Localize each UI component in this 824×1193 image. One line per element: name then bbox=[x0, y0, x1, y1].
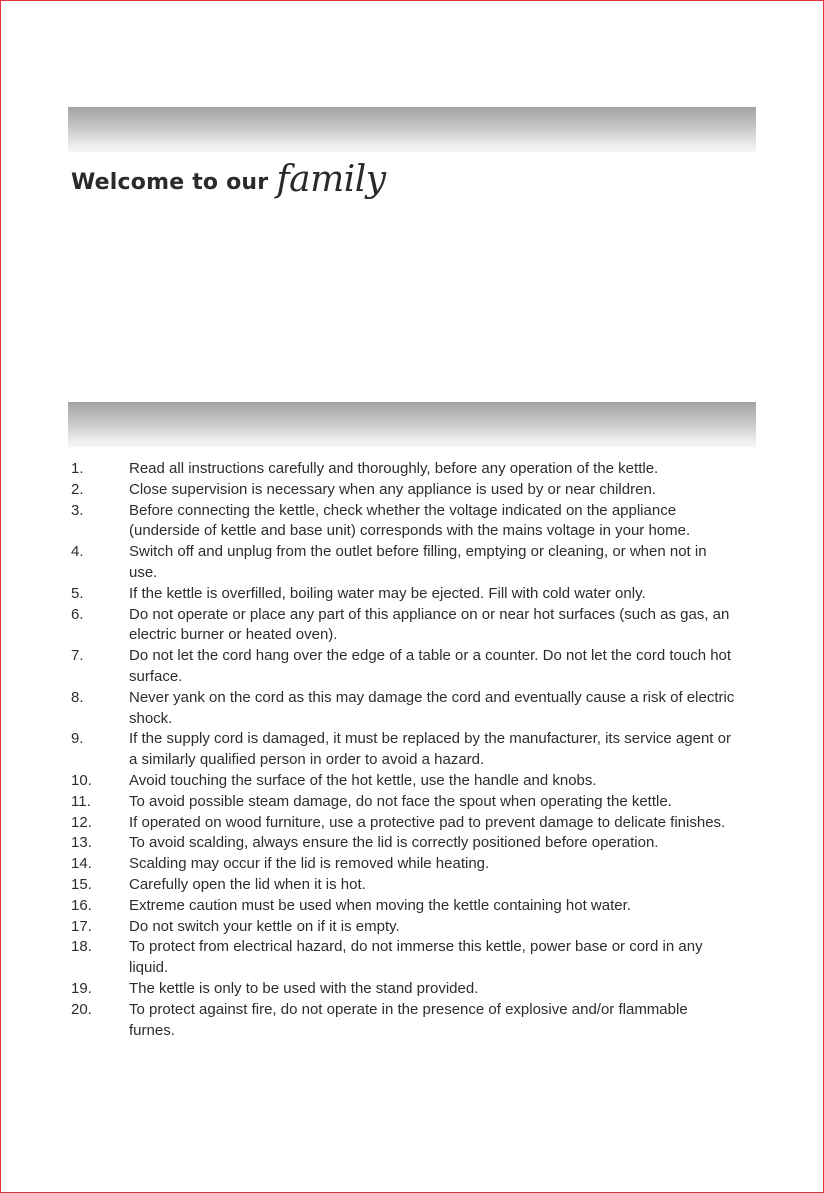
instruction-item bbox=[71, 813, 736, 834]
instruction-number: 15. bbox=[71, 875, 92, 893]
instruction-text: To avoid possible steam damage, do not face the spout when operating the kettle. bbox=[129, 792, 672, 810]
instruction-text: To avoid scalding, always ensure the lid is correctly positioned before operation. bbox=[129, 834, 659, 852]
instruction-item bbox=[71, 584, 736, 605]
instruction-text: Avoid touching the surface of the hot kettle, use the handle and knobs. bbox=[129, 771, 597, 789]
instruction-number: 12. bbox=[71, 813, 92, 831]
instruction-text: To protect from electrical hazard, do not immerse this kettle, power base or cord in any liquid. bbox=[129, 938, 703, 977]
instruction-item bbox=[71, 792, 736, 813]
instruction-text: Scalding may occur if the lid is removed while heating. bbox=[129, 855, 490, 873]
instruction-item bbox=[71, 688, 736, 730]
instruction-text: Carefully open the lid when it is hot. bbox=[129, 875, 366, 893]
instruction-item bbox=[71, 896, 736, 917]
instruction-number: 14. bbox=[71, 855, 92, 873]
instruction-number: 19. bbox=[71, 979, 92, 997]
instruction-item bbox=[71, 501, 736, 543]
instruction-text: Do not operate or place any part of this appliance on or near hot surfaces (such as gas, an electric burner or heated oven). bbox=[129, 605, 730, 644]
instruction-text: To protect against fire, do not operate in the presence of explosive and/or flammable furnes. bbox=[129, 1000, 688, 1039]
instruction-number: 2. bbox=[71, 480, 84, 498]
instruction-text: Never yank on the cord as this may damage the cord and eventually cause a risk of electric shock. bbox=[129, 688, 735, 727]
instruction-item bbox=[71, 605, 736, 647]
instruction-number: 6. bbox=[71, 605, 84, 623]
instruction-number: 13. bbox=[71, 834, 92, 852]
instruction-item bbox=[71, 729, 736, 771]
instruction-number: 5. bbox=[71, 584, 84, 602]
instruction-number: 9. bbox=[71, 730, 84, 748]
instruction-number: 18. bbox=[71, 938, 92, 956]
instruction-item bbox=[71, 459, 736, 480]
instruction-text: Before connecting the kettle, check whether the voltage indicated on the appliance (underside of kettle and base unit) corresponds with the mains voltage in your home. bbox=[129, 501, 691, 540]
instruction-text: Read all instructions carefully and thoroughly, before any operation of the kettle. bbox=[129, 460, 659, 477]
instruction-text: If the supply cord is damaged, it must be replaced by the manufacturer, its service agent or a similarly qualified person in order to avoid a hazard. bbox=[129, 730, 731, 769]
instruction-text: Switch off and unplug from the outlet before filling, emptying or cleaning, or when not in use. bbox=[129, 543, 707, 581]
instruction-item bbox=[71, 1000, 736, 1042]
instruction-number: 10. bbox=[71, 771, 92, 789]
instruction-item bbox=[71, 937, 736, 979]
instruction-text: Do not switch your kettle on if it is empty. bbox=[129, 917, 400, 935]
instruction-number: 11. bbox=[71, 792, 91, 810]
instruction-text: Do not let the cord hang over the edge of a table or a counter. Do not let the cord touch hot surface. bbox=[129, 647, 732, 685]
instruction-number: 8. bbox=[71, 688, 84, 706]
instruction-number: 17. bbox=[71, 917, 92, 935]
welcome-heading bbox=[71, 152, 386, 212]
section-header-band-safety bbox=[68, 402, 756, 447]
welcome-heading-text: Welcome to our bbox=[71, 169, 269, 195]
instruction-number: 7. bbox=[71, 647, 84, 665]
instruction-item bbox=[71, 542, 736, 584]
welcome-heading-script: family bbox=[276, 158, 386, 200]
instruction-number: 16. bbox=[71, 896, 92, 914]
instruction-text: Extreme caution must be used when moving the kettle containing hot water. bbox=[129, 896, 631, 914]
instruction-number: 4. bbox=[71, 543, 84, 561]
instruction-item bbox=[71, 917, 736, 938]
instruction-text: The kettle is only to be used with the stand provided. bbox=[129, 979, 479, 997]
instruction-text: Close supervision is necessary when any appliance is used by or near children. bbox=[129, 480, 656, 498]
instruction-item bbox=[71, 854, 736, 875]
instruction-number: 3. bbox=[71, 501, 84, 519]
instruction-item bbox=[71, 875, 736, 896]
instruction-item bbox=[71, 979, 736, 1000]
instruction-item bbox=[71, 646, 736, 688]
instruction-text: If the kettle is overfilled, boiling water may be ejected. Fill with cold water only. bbox=[129, 584, 646, 602]
instruction-item bbox=[71, 480, 736, 501]
safety-instructions-list bbox=[71, 459, 736, 1041]
instruction-item bbox=[71, 771, 736, 792]
instruction-text: If operated on wood furniture, use a protective pad to prevent damage to delicate finishes. bbox=[129, 813, 726, 831]
instruction-number: 20. bbox=[71, 1000, 92, 1018]
instruction-number: 1. bbox=[71, 460, 84, 477]
section-header-band-top bbox=[68, 107, 756, 152]
instruction-item bbox=[71, 833, 736, 854]
